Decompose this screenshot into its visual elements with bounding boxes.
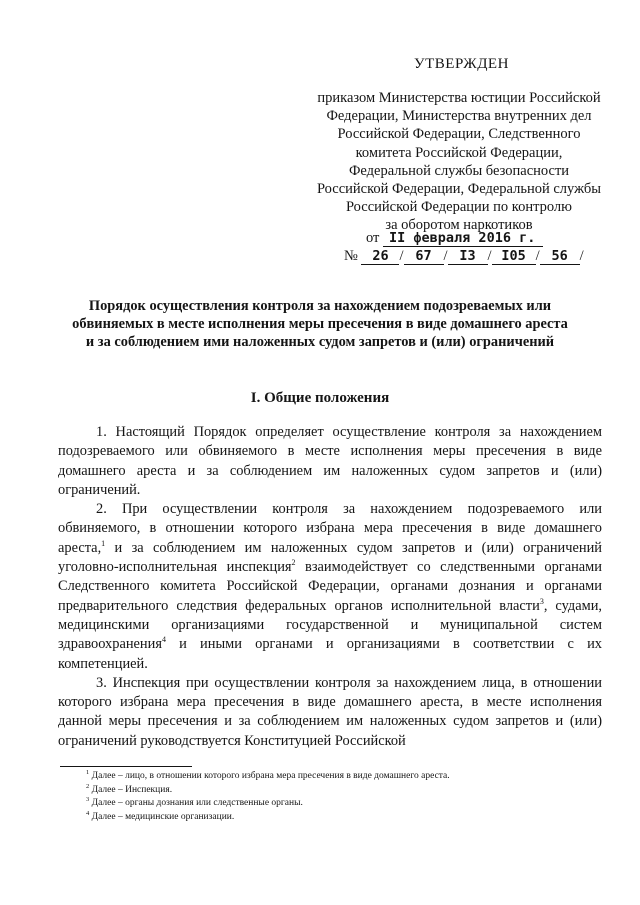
approval-line: Федеральной службы безопасности	[348, 162, 570, 179]
number-part: 26	[361, 248, 399, 265]
date-prefix: от	[366, 230, 380, 246]
approval-line: Российской Федерации, Федеральной службы	[316, 181, 602, 198]
paragraph-text: 2. При осуществлении контроля за нахождением подозреваемого или обвиняемого, в отношении которого избрана мера пресечения в виде домашнего ареста,	[58, 501, 602, 556]
paragraph-2	[58, 500, 602, 674]
number-part: 56	[540, 248, 580, 265]
footnote-mark: 3	[86, 795, 90, 803]
approval-line: за оборотом наркотиков	[385, 217, 533, 234]
approval-date: II февраля 2016 г.	[383, 230, 543, 247]
section-heading: I. Общие положения	[250, 390, 390, 406]
footnote-text: Далее – Инспекция.	[89, 784, 173, 795]
footnote-ref: 4	[161, 635, 166, 645]
paragraph-3	[58, 674, 602, 751]
approval-line: Российской Федерации, Следственного	[337, 126, 581, 143]
footnotes	[86, 770, 606, 824]
approval-line: комитета Российской Федерации,	[355, 144, 563, 161]
paragraph-text: 1. Настоящий Порядок определяет осуществление контроля за нахождением подозреваемого или обвиняемого в месте исполнения меры пресечения в виде домашнего ареста и за соблюдением им наложенных судом запретов и (или) ограничений.	[58, 424, 602, 498]
approval-line: Федерации, Министерства внутренних дел	[326, 108, 592, 125]
number-prefix: №	[344, 248, 358, 264]
footnote-ref: 1	[101, 538, 106, 548]
paragraph-text: и иными органами и организациями в соответствии с их компетенцией.	[58, 636, 602, 672]
paragraph-text: и за соблюдением им наложенных судом запретов и (или) ограничений уголовно-исполнительная инспекция	[58, 539, 602, 576]
document-body	[58, 423, 602, 751]
footnote	[86, 797, 606, 811]
footnote-text: Далее – медицинские организации.	[89, 811, 235, 822]
number-part: 67	[404, 248, 444, 265]
approval-line: приказом Министерства юстиции Российской	[317, 90, 601, 106]
footnote	[86, 784, 606, 798]
footnote-text: Далее – органы дознания или следственные органы.	[89, 798, 303, 808]
approval-line: Российской Федерации по контролю	[345, 199, 573, 216]
footnote-ref: 3	[539, 596, 544, 606]
footnote	[86, 770, 606, 784]
footnote-mark: 1	[86, 768, 90, 776]
footnote	[86, 811, 606, 825]
document-title: Порядок осуществления контроля за нахождением подозреваемых или обвиняемых в месте исполнения меры пресечения в виде домашнего ареста и за соблюдением ими наложенных судом запретов и (или) ограничений	[72, 298, 568, 350]
footnote-ref: 2	[291, 558, 296, 568]
approval-heading: УТВЕРЖДЕН	[414, 56, 509, 72]
footnote-text: Далее – лицо, в отношении которого избрана мера пресечения в виде домашнего ареста.	[89, 771, 450, 781]
number-part: I05	[492, 248, 536, 265]
approval-number-line: № 26 / 67 / I3 / I05 / 56 /	[344, 248, 584, 264]
number-part: I3	[448, 248, 488, 265]
approval-date-line	[366, 230, 543, 247]
footnote-divider	[60, 766, 192, 767]
paragraph-text: взаимодействует со следственными органами Следственного комитета Российской Федерации, органами дознания и органами предварительного следствия федеральных органов исполнительной власти	[58, 559, 602, 614]
paragraph-text: , судами, медицинскими организациями государственной и муниципальной систем здравоохранения	[58, 597, 603, 653]
paragraph-1	[58, 423, 602, 500]
paragraph-text: 3. Инспекция при осуществлении контроля за нахождением лица, в отношении которого избрана мера пресечения в виде домашнего ареста, в месте исполнения данной меры пресечения и за соблюдением им наложенных судом запретов и (или) ограничений руководствуется Конституцией Российской	[58, 674, 602, 749]
footnote-mark: 4	[86, 809, 90, 817]
approval-block	[300, 89, 618, 235]
footnote-mark: 2	[86, 782, 90, 790]
